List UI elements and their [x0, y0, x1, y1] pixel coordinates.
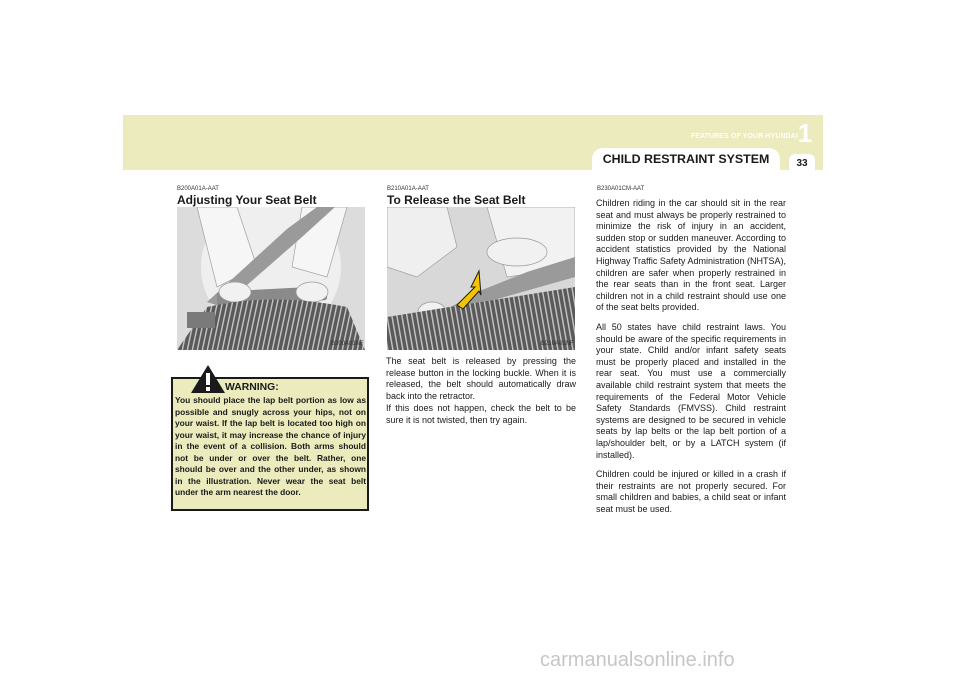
- watermark: carmanualsonline.info: [540, 649, 735, 671]
- col2-heading: To Release the Seat Belt: [387, 193, 526, 207]
- col1-heading: Adjusting Your Seat Belt: [177, 193, 317, 207]
- release-belt-illustration: [387, 207, 575, 350]
- warning-title: WARNING:: [225, 382, 279, 393]
- section-title: CHILD RESTRAINT SYSTEM: [602, 152, 770, 166]
- adjust-belt-illustration: [177, 207, 365, 350]
- col2-image-code: B210A01NF: [541, 341, 574, 347]
- col3-paragraph-2: All 50 states have child restraint laws. You should be aware of the specific requirements in your state. Child and/or infant safety seats must be properly placed and installed in the rear seat. You must use a commercially available child restraint system that meets the requirements of the Federal Motor Vehicle Safety Standards (FMVSS). Child restraint systems are designed to be secured in vehicle seats by lap belts or the lap belt portion of a lap/shoulder belt, or by a LATCH system (if installed).: [596, 322, 786, 460]
- col2-code: B210A01A-AAT: [387, 186, 429, 192]
- col1-image-code: B200A01NF: [331, 341, 364, 347]
- page-number: 33: [796, 158, 808, 169]
- col3-code: B230A01CM-AAT: [597, 186, 645, 192]
- col3-paragraph-3: Children could be injured or killed in a crash if their restraints are not properly secured. For small children and babies, a child seat or infant seat must be used.: [596, 469, 786, 514]
- col1-code: B200A01A-AAT: [177, 186, 219, 192]
- warning-text: You should place the lap belt portion as low as possible and snugly across your hips, not on your waist. If the lap belt is located too high on your waist, it may increase the chance of injury in the event of a collision. Both arms should not be under or over the belt. Rather, one should be over and the other under, as shown in the illustration. Never wear the seat belt under the arm nearest the door.: [175, 395, 366, 497]
- col2-paragraph-1: The seat belt is released by pressing the release button in the locking buckle. When it is released, the belt should automatically draw back into the retractor.: [386, 356, 576, 401]
- col3-paragraph-1: Children riding in the car should sit in the rear seat and must always be properly restrained to minimize the risk of injury in an accident, sudden stop or sudden maneuver. According to accident statistics provided by the National Highway Traffic Safety Administration (NHTSA), children are safer when properly restrained in the rear seats than in the front seat. Larger children not in a child restraint should use one of the seat belts provided.: [596, 198, 786, 313]
- chapter-number: 1: [797, 118, 813, 148]
- exclamation-triangle-icon: [190, 364, 226, 394]
- col2-paragraph-2: If this does not happen, check the belt to be sure it is not twisted, then try again.: [386, 403, 576, 425]
- chapter-name: FEATURES OF YOUR HYUNDAI: [690, 133, 798, 140]
